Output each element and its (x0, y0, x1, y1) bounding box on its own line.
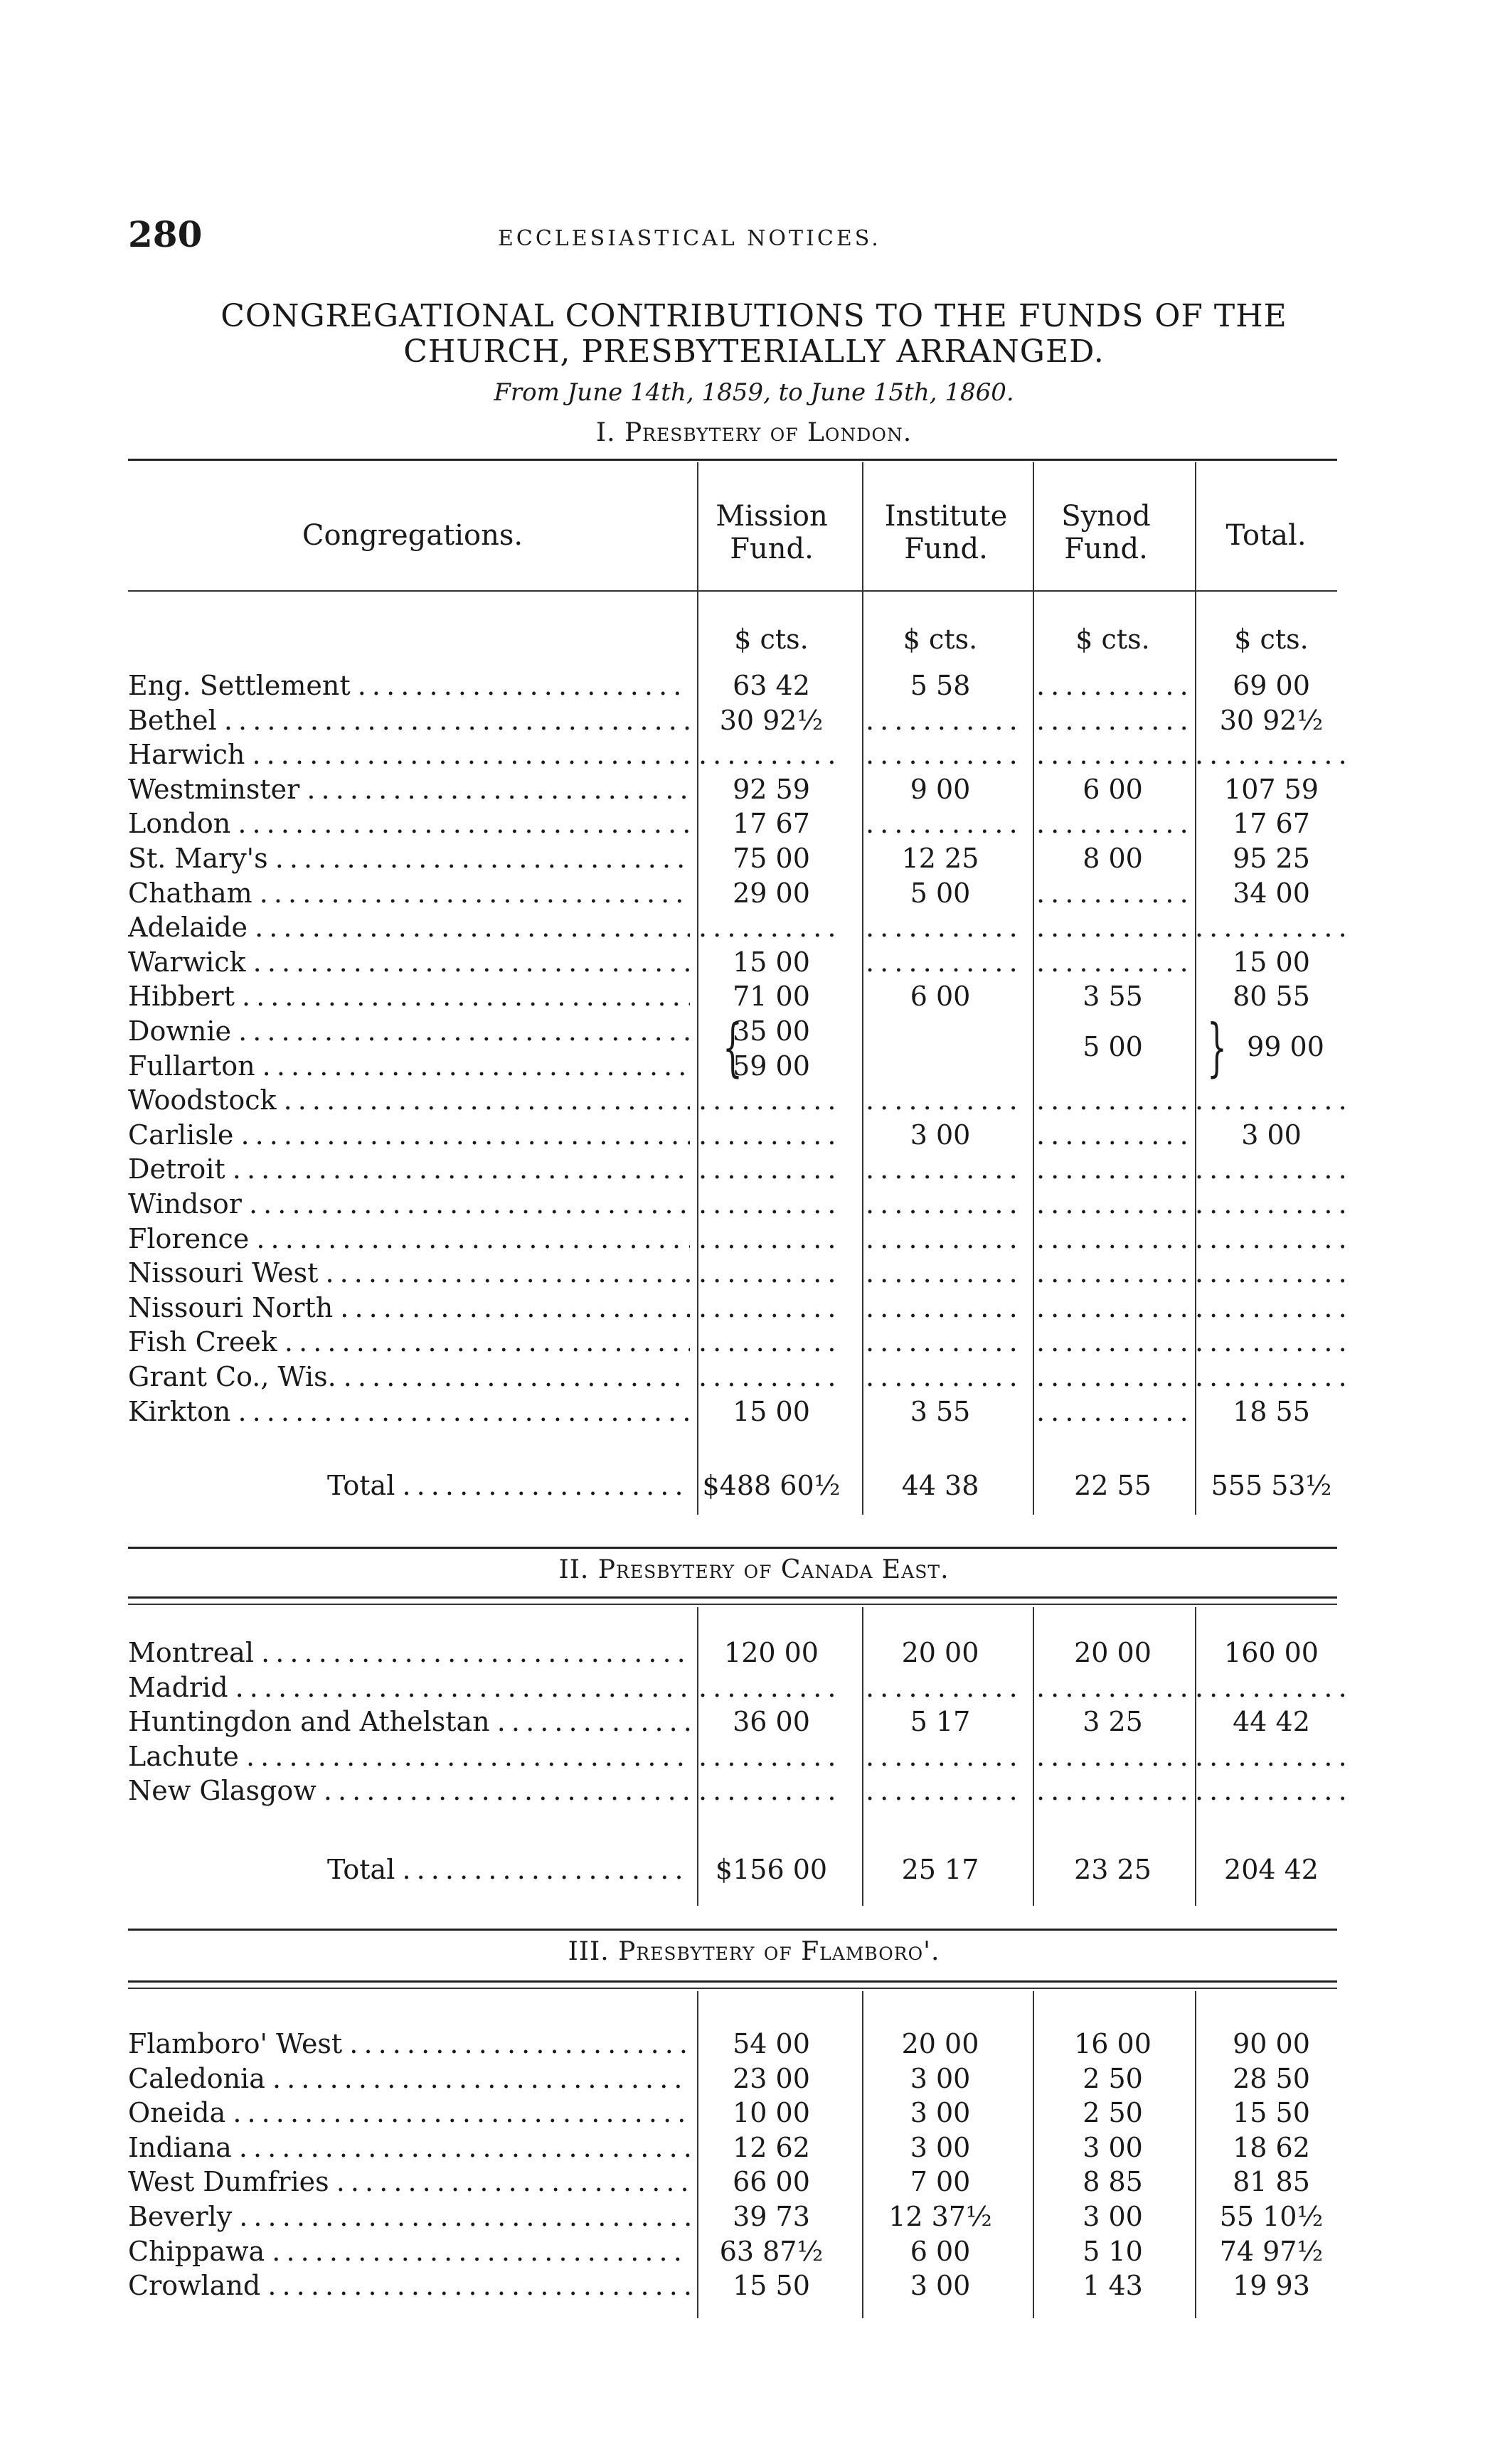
mission-value: 92 59 (733, 773, 810, 805)
dot-leader (698, 1739, 844, 1774)
table-row (128, 2027, 1337, 2061)
running-title: ECCLESIASTICAL NOTICES. (498, 226, 881, 251)
dot-leader (866, 806, 1015, 841)
table-row (128, 737, 1337, 772)
synod-value: 1 43 (1083, 2270, 1143, 2302)
synod-value: 20 00 (1074, 1637, 1152, 1668)
dot-leader (866, 910, 1015, 944)
institute-value: 6 00 (910, 981, 971, 1013)
table-row (128, 1222, 1337, 1256)
dot-leader (1036, 1670, 1189, 1705)
synod-value: 6 00 (1083, 773, 1143, 805)
table-row (128, 1636, 1337, 1670)
table-row (128, 1152, 1337, 1186)
total-mission: $488 60½ (702, 1470, 841, 1501)
table-row (128, 1325, 1337, 1359)
dot-leader (698, 1222, 844, 1256)
total-value: 18 62 (1233, 2131, 1310, 2163)
dot-leader (866, 1291, 1015, 1325)
dot-leader (866, 1670, 1015, 1705)
dot-leader (1195, 737, 1348, 772)
header-total: Total. (1225, 519, 1307, 552)
dot-leader (1036, 1256, 1189, 1290)
table-row (128, 2234, 1337, 2268)
table-row (128, 1774, 1337, 1808)
table-row (128, 2062, 1337, 2096)
institute-value: 20 00 (901, 1637, 979, 1668)
total-label: Total . . . (128, 1468, 690, 1503)
congregation-name: Grant Co., Wis. . . . (128, 1360, 690, 1394)
institute-value: 3 00 (910, 2097, 971, 2129)
mission-value: 10 00 (733, 2097, 810, 2129)
congregation-name: Madrid . . . (128, 1670, 690, 1705)
total-institute: 25 17 (901, 1854, 979, 1885)
mission-value: 30 92½ (719, 704, 824, 736)
dot-leader (866, 1739, 1015, 1774)
header-institute-fund: Institute Fund. (884, 500, 1008, 565)
header-mission-fund: Mission Fund. (716, 500, 828, 565)
dot-leader (698, 737, 844, 772)
dot-leader (1036, 668, 1189, 703)
table-row (128, 2268, 1337, 2303)
congregation-name: Carlisle . . . (128, 1118, 690, 1152)
dot-leader (698, 1774, 844, 1808)
merged-cell (866, 1049, 1015, 1083)
table-row (128, 668, 1337, 703)
mission-value: 59 00 (733, 1050, 810, 1082)
dot-leader (698, 1152, 844, 1186)
total-value: 19 93 (1233, 2270, 1310, 2302)
mission-value: 63 87½ (719, 2235, 824, 2267)
total-value: 69 00 (1233, 670, 1310, 701)
section-2-total-row (128, 1852, 1337, 1887)
congregation-name: Adelaide . . . (128, 910, 690, 944)
dot-leader (1036, 1222, 1189, 1256)
mission-value: 23 00 (733, 2062, 810, 2094)
dot-leader (1195, 1739, 1348, 1774)
dot-leader (698, 1291, 844, 1325)
congregation-name: Windsor . . . (128, 1187, 690, 1221)
congregation-name: London . . . (128, 806, 690, 841)
total-value: 28 50 (1233, 2062, 1310, 2094)
total-value: 3 00 (1241, 1119, 1302, 1151)
dot-leader (1195, 1152, 1348, 1186)
header-congregations: Congregations. (302, 519, 523, 552)
dot-leader (1036, 1325, 1189, 1359)
total-value: 30 92½ (1219, 704, 1324, 736)
congregation-name: Flamboro' West . . . (128, 2027, 690, 2061)
institute-value: 7 00 (910, 2166, 971, 2198)
institute-value: 5 00 (910, 877, 971, 909)
date-range: From June 14th, 1859, to June 15th, 1860. (494, 378, 1014, 407)
table-row (128, 1083, 1337, 1117)
mission-value: 75 00 (733, 843, 810, 874)
dot-leader (1036, 1187, 1189, 1221)
total-value: 95 25 (1233, 843, 1310, 874)
dot-leader (866, 1152, 1015, 1186)
dot-leader (698, 1670, 844, 1705)
congregation-name: Nissouri West . . . (128, 1256, 690, 1290)
total-value: 160 00 (1224, 1637, 1319, 1668)
congregation-name: Montreal . . . (128, 1636, 690, 1670)
main-title (128, 299, 1380, 370)
dot-leader (1195, 1256, 1348, 1290)
dot-leader (1036, 945, 1189, 979)
table-row (128, 841, 1337, 875)
synod-value: 3 00 (1083, 2201, 1143, 2232)
congregation-name: Woodstock . . . (128, 1083, 690, 1117)
table-row (128, 2165, 1337, 2199)
mission-value: 36 00 (733, 1706, 810, 1738)
total-synod: 22 55 (1074, 1470, 1152, 1501)
total-synod: 23 25 (1074, 1854, 1152, 1885)
congregation-name: Eng. Settlement . . . (128, 668, 690, 703)
dot-leader (866, 1256, 1015, 1290)
header-divider (128, 590, 1337, 592)
section-title: III. Presbytery of Flamboro'. (568, 1937, 940, 1966)
total-value: 15 50 (1233, 2097, 1310, 2129)
dot-leader (698, 1360, 844, 1394)
institute-value: 12 25 (901, 843, 979, 874)
mission-value: 120 00 (724, 1637, 819, 1668)
mission-value: 17 67 (733, 808, 810, 840)
section-1-total-row (128, 1468, 1337, 1503)
unit-synod: $ cts. (1075, 624, 1150, 655)
section-title: II. Presbytery of Canada East. (558, 1555, 950, 1584)
congregation-name: Fullarton . . . (128, 1049, 690, 1083)
table-row (128, 772, 1337, 806)
dot-leader (1036, 703, 1189, 737)
mission-value: 35 00 (733, 1015, 810, 1047)
congregation-name: Warwick . . . (128, 945, 690, 979)
mission-value: 29 00 (733, 877, 810, 909)
brace-right: } (1207, 1010, 1227, 1084)
synod-value: 3 00 (1083, 2131, 1143, 2163)
congregation-name: Florence . . . (128, 1222, 690, 1256)
merged-cell (866, 1014, 1015, 1048)
total-total: 204 42 (1224, 1854, 1319, 1885)
dot-leader (866, 1360, 1015, 1394)
dot-leader (1036, 1739, 1189, 1774)
divider (128, 459, 1337, 461)
unit-mission: $ cts. (734, 624, 809, 655)
total-value: 34 00 (1233, 877, 1310, 909)
dot-leader (866, 1774, 1015, 1808)
table-row (128, 876, 1337, 910)
institute-value: 3 00 (910, 2062, 971, 2094)
section-title: I. Presbytery of London. (595, 418, 913, 447)
congregation-name: Beverly . . . (128, 2199, 690, 2234)
dot-leader (866, 737, 1015, 772)
total-value: 81 85 (1233, 2166, 1310, 2198)
total-value: 90 00 (1233, 2028, 1310, 2059)
mission-value: 54 00 (733, 2028, 810, 2059)
synod-value: 5 10 (1083, 2235, 1143, 2267)
congregation-name: West Dumfries . . . (128, 2165, 690, 2199)
table-row (128, 806, 1337, 841)
dot-leader (1036, 737, 1189, 772)
congregation-name: Hibbert . . . (128, 979, 690, 1013)
table-row (128, 979, 1337, 1013)
dot-leader (698, 1187, 844, 1221)
congregation-name: Caledonia . . . (128, 2062, 690, 2096)
institute-value: 3 55 (910, 1395, 971, 1427)
congregation-name: Westminster . . . (128, 772, 690, 806)
synod-value: 2 50 (1083, 2097, 1143, 2129)
running-head (128, 213, 1337, 256)
total-value: 80 55 (1233, 981, 1310, 1013)
congregation-name: Crowland . . . (128, 2268, 690, 2303)
dot-leader (1036, 1152, 1189, 1186)
institute-value: 5 17 (910, 1706, 971, 1738)
divider (128, 1596, 1337, 1599)
divider (128, 1547, 1337, 1549)
header-synod-fund: Synod Fund. (1061, 500, 1151, 565)
dot-leader (866, 1325, 1015, 1359)
table-row (128, 2096, 1337, 2130)
main-title-line2: CHURCH, PRESBYTERIALLY ARRANGED. (403, 334, 1105, 370)
divider (128, 1929, 1337, 1931)
table-row (128, 703, 1337, 737)
table-row (128, 1670, 1337, 1705)
institute-value: 9 00 (910, 773, 971, 805)
dot-leader (1195, 1222, 1348, 1256)
dot-leader (1195, 1774, 1348, 1808)
dot-leader (1036, 1774, 1189, 1808)
main-title-line1: CONGREGATIONAL CONTRIBUTIONS TO THE FUNDS OF THE (220, 298, 1287, 334)
table-row (128, 2199, 1337, 2234)
congregation-name: Bethel . . . (128, 703, 690, 737)
table-row (128, 945, 1337, 979)
institute-value: 12 37½ (888, 2201, 992, 2232)
congregation-name: Harwich . . . (128, 737, 690, 772)
total-value: 18 55 (1233, 1395, 1310, 1427)
dot-leader (698, 910, 844, 944)
synod-value: 3 25 (1083, 1706, 1143, 1738)
congregation-name: New Glasgow . . . (128, 1774, 690, 1808)
table-row (128, 1705, 1337, 1739)
unit-institute: $ cts. (903, 624, 978, 655)
mission-value: 15 00 (733, 1395, 810, 1427)
institute-value: 6 00 (910, 2235, 971, 2267)
mission-value: 71 00 (733, 981, 810, 1013)
table-row (128, 1187, 1337, 1221)
dot-leader (1195, 1083, 1348, 1117)
total-value: 15 00 (1233, 946, 1310, 978)
unit-total: $ cts. (1234, 624, 1309, 655)
dot-leader (866, 945, 1015, 979)
total-value: 17 67 (1233, 808, 1310, 840)
mission-value: 66 00 (733, 2166, 810, 2198)
dot-leader (1195, 1360, 1348, 1394)
dot-leader (1036, 1118, 1189, 1152)
congregation-name: Huntingdon and Athelstan . . . (128, 1705, 690, 1739)
total-value: 44 42 (1233, 1706, 1310, 1738)
congregation-name: Fish Creek . . . (128, 1325, 690, 1359)
mission-value: 15 50 (733, 2270, 810, 2302)
congregation-name: Chatham . . . (128, 876, 690, 910)
table-row (128, 1360, 1337, 1394)
dot-leader (1195, 1291, 1348, 1325)
dot-leader (1036, 806, 1189, 841)
dot-leader (1036, 910, 1189, 944)
dot-leader (1195, 910, 1348, 944)
mission-value: 39 73 (733, 2201, 810, 2232)
brace-left: { (723, 1010, 743, 1084)
total-value: 55 10½ (1219, 2201, 1324, 2232)
merged-total: 99 00 (1247, 1031, 1324, 1062)
table-row (128, 1394, 1337, 1429)
total-total: 555 53½ (1211, 1470, 1332, 1501)
merged-synod: 5 00 (1083, 1031, 1143, 1062)
units-row (128, 622, 1337, 656)
total-value: 107 59 (1224, 773, 1319, 805)
institute-value: 20 00 (901, 2028, 979, 2059)
congregation-name: Detroit . . . (128, 1152, 690, 1186)
institute-value: 3 00 (910, 1119, 971, 1151)
table-row (128, 1739, 1337, 1774)
mission-value: 12 62 (733, 2131, 810, 2163)
total-institute: 44 38 (901, 1470, 979, 1501)
congregation-name: Indiana . . . (128, 2130, 690, 2165)
synod-value: 3 55 (1083, 981, 1143, 1013)
congregation-name: Oneida . . . (128, 2096, 690, 2130)
table-row (128, 1256, 1337, 1290)
congregation-name: Lachute . . . (128, 1739, 690, 1774)
dot-leader (1195, 1670, 1348, 1705)
synod-value: 2 50 (1083, 2062, 1143, 2094)
table-row (128, 2130, 1337, 2165)
dot-leader (1195, 1187, 1348, 1221)
dot-leader (1036, 876, 1189, 910)
dot-leader (698, 1083, 844, 1117)
divider (128, 1988, 1337, 1989)
dot-leader (1195, 1325, 1348, 1359)
synod-value: 16 00 (1074, 2028, 1152, 2059)
dot-leader (1036, 1394, 1189, 1429)
total-value: 74 97½ (1219, 2235, 1324, 2267)
institute-value: 5 58 (910, 670, 971, 701)
congregation-name: Chippawa . . . (128, 2234, 690, 2268)
dot-leader (1036, 1291, 1189, 1325)
congregation-name: Kirkton . . . (128, 1394, 690, 1429)
mission-value: 15 00 (733, 946, 810, 978)
divider (128, 1604, 1337, 1605)
congregation-name: Downie . . . (128, 1014, 690, 1048)
dot-leader (698, 1325, 844, 1359)
table-row (128, 910, 1337, 944)
divider (128, 1980, 1337, 1983)
institute-value: 3 00 (910, 2131, 971, 2163)
table-row (128, 1291, 1337, 1325)
synod-value: 8 00 (1083, 843, 1143, 874)
synod-value: 8 85 (1083, 2166, 1143, 2198)
congregation-name: St. Mary's . . . (128, 841, 690, 875)
dot-leader (698, 1118, 844, 1152)
dot-leader (866, 703, 1015, 737)
dot-leader (698, 1256, 844, 1290)
congregation-name: Nissouri North . . . (128, 1291, 690, 1325)
dot-leader (866, 1222, 1015, 1256)
dot-leader (866, 1083, 1015, 1117)
dot-leader (866, 1187, 1015, 1221)
page-number: 280 (128, 213, 203, 255)
dot-leader (1036, 1083, 1189, 1117)
dot-leader (1036, 1360, 1189, 1394)
total-mission: $156 00 (715, 1854, 828, 1885)
institute-value: 3 00 (910, 2270, 971, 2302)
table-row (128, 1118, 1337, 1152)
mission-value: 63 42 (733, 670, 810, 701)
total-label: Total . . . (128, 1852, 690, 1887)
